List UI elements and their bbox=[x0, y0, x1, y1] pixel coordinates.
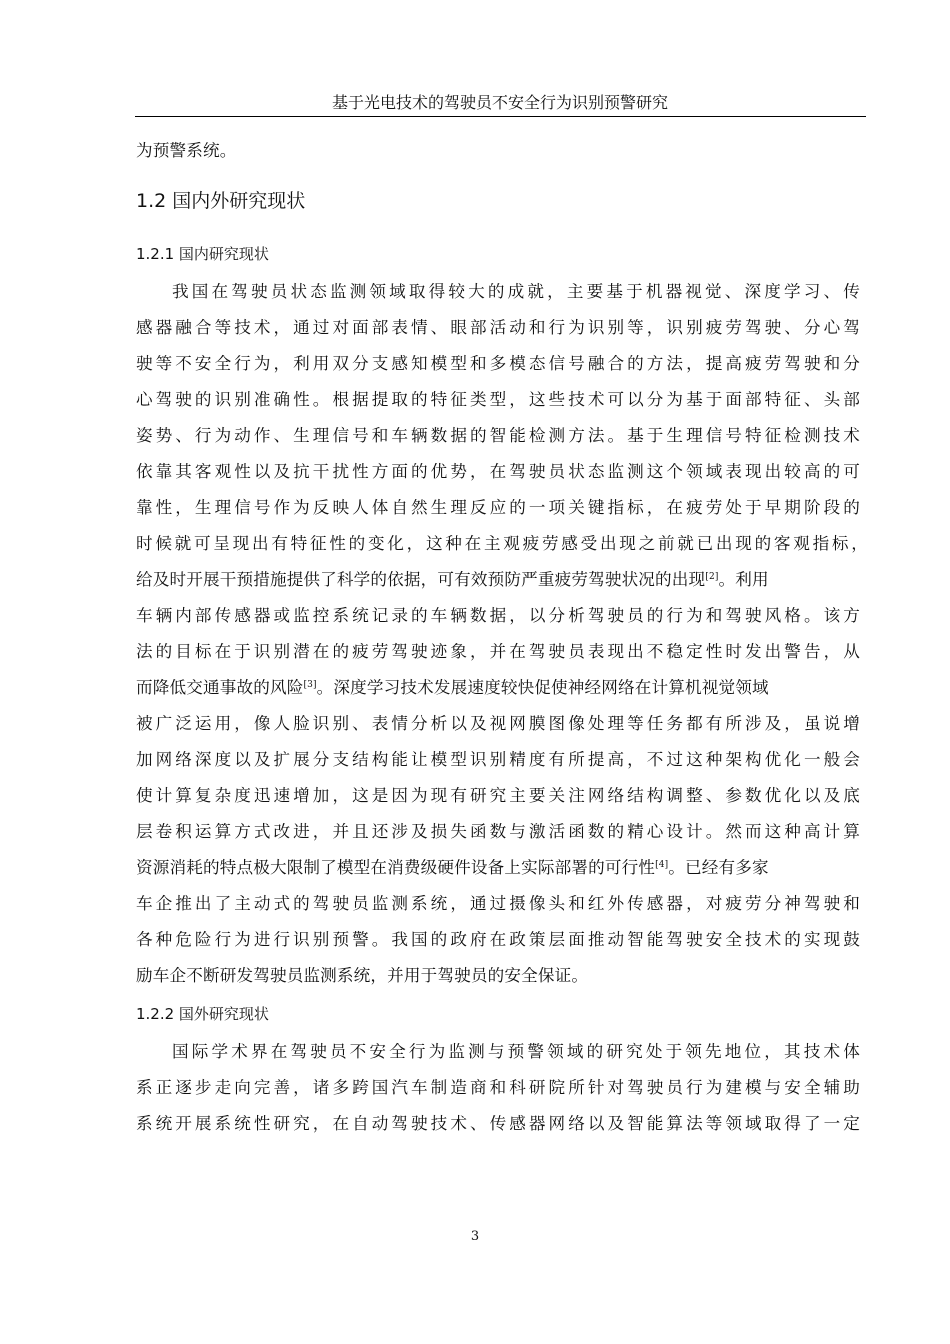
citation-ref: [2] bbox=[705, 572, 719, 582]
citation-ref: [4] bbox=[655, 860, 669, 870]
subsection-heading-domestic: 1.2.1 国内研究现状 bbox=[136, 245, 269, 263]
intro-tail-text: 为预警系统。 bbox=[136, 141, 237, 160]
paragraph-text: 。已经有多家 bbox=[668, 858, 769, 877]
paragraph-text: 给及时开展干预措施提供了科学的依据，可有效预防严重疲劳驾驶状况的出现 bbox=[136, 570, 706, 589]
paragraph-line: 层卷积运算方式改进，并且还涉及损失函数与激活函数的精心设计。然而这种高计算 bbox=[136, 822, 860, 841]
paragraph-line: 被广泛运用，像人脸识别、表情分析以及视网膜图像处理等任务都有所涉及，虽说增 bbox=[136, 714, 860, 733]
paragraph-line: 励车企不断研发驾驶员监测系统，并用于驾驶员的安全保证。 bbox=[136, 966, 589, 985]
page-number: 3 bbox=[470, 1229, 480, 1244]
paragraph-text: 资源消耗的特点极大限制了模型在消费级硬件设备上实际部署的可行性 bbox=[136, 858, 656, 877]
paragraph-text: 。利用 bbox=[718, 570, 769, 589]
paragraph-line: 驶等不安全行为，利用双分支感知模型和多模态信号融合的方法，提高疲劳驾驶和分 bbox=[136, 354, 860, 373]
paragraph-line: 感器融合等技术，通过对面部表情、眼部活动和行为识别等，识别疲劳驾驶、分心驾 bbox=[136, 318, 860, 337]
paragraph-line: 车辆内部传感器或监控系统记录的车辆数据，以分析驾驶员的行为和驾驶风格。该方 bbox=[136, 606, 860, 625]
paragraph-text: 而降低交通事故的风险 bbox=[136, 678, 304, 697]
paragraph-line: 我国在驾驶员状态监测领域取得较大的成就，主要基于机器视觉、深度学习、传 bbox=[172, 282, 860, 301]
paragraph-line: 法的目标在于识别潜在的疲劳驾驶迹象，并在驾驶员表现出不稳定性时发出警告，从 bbox=[136, 642, 860, 661]
paragraph-line: 车企推出了主动式的驾驶员监测系统，通过摄像头和红外传感器，对疲劳分神驾驶和 bbox=[136, 894, 860, 913]
paragraph-line bbox=[136, 856, 876, 880]
section-heading: 1.2 国内外研究现状 bbox=[136, 190, 306, 212]
paragraph-line: 姿势、行为动作、生理信号和车辆数据的智能检测方法。基于生理信号特征检测技术 bbox=[136, 426, 860, 445]
paragraph-line bbox=[136, 676, 876, 700]
paragraph-line: 系统开展系统性研究，在自动驾驶技术、传感器网络以及智能算法等领域取得了一定 bbox=[136, 1114, 860, 1133]
paragraph-line: 时候就可呈现出有特征性的变化，这种在主观疲劳感受出现之前就已出现的客观指标， bbox=[136, 534, 868, 553]
header-rule bbox=[135, 116, 866, 117]
subsection-heading-foreign: 1.2.2 国外研究现状 bbox=[136, 1005, 269, 1023]
paragraph-line: 心驾驶的识别准确性。根据提取的特征类型，这些技术可以分为基于面部特征、头部 bbox=[136, 390, 860, 409]
citation-ref: [3] bbox=[303, 680, 317, 690]
paragraph-line: 加网络深度以及扩展分支结构能让模型识别精度有所提高，不过这种架构优化一般会 bbox=[136, 750, 860, 769]
paragraph-text: 。深度学习技术发展速度较快促使神经网络在计算机视觉领域 bbox=[316, 678, 769, 697]
running-header: 基于光电技术的驾驶员不安全行为识别预警研究 bbox=[331, 93, 668, 112]
paragraph-line: 国际学术界在驾驶员不安全行为监测与预警领域的研究处于领先地位，其技术体 bbox=[172, 1042, 860, 1061]
paragraph-line: 使计算复杂度迅速增加，这是因为现有研究主要关注网络结构调整、参数优化以及底 bbox=[136, 786, 860, 805]
paragraph-line: 各种危险行为进行识别预警。我国的政府在政策层面推动智能驾驶安全技术的实现鼓 bbox=[136, 930, 860, 949]
paragraph-line: 依靠其客观性以及抗干扰性方面的优势，在驾驶员状态监测这个领域表现出较高的可 bbox=[136, 462, 860, 481]
paragraph-line: 靠性，生理信号作为反映人体自然生理反应的一项关键指标，在疲劳处于早期阶段的 bbox=[136, 498, 860, 517]
paragraph-line bbox=[136, 568, 876, 592]
paragraph-line: 系正逐步走向完善，诸多跨国汽车制造商和科研院所针对驾驶员行为建模与安全辅助 bbox=[136, 1078, 860, 1097]
